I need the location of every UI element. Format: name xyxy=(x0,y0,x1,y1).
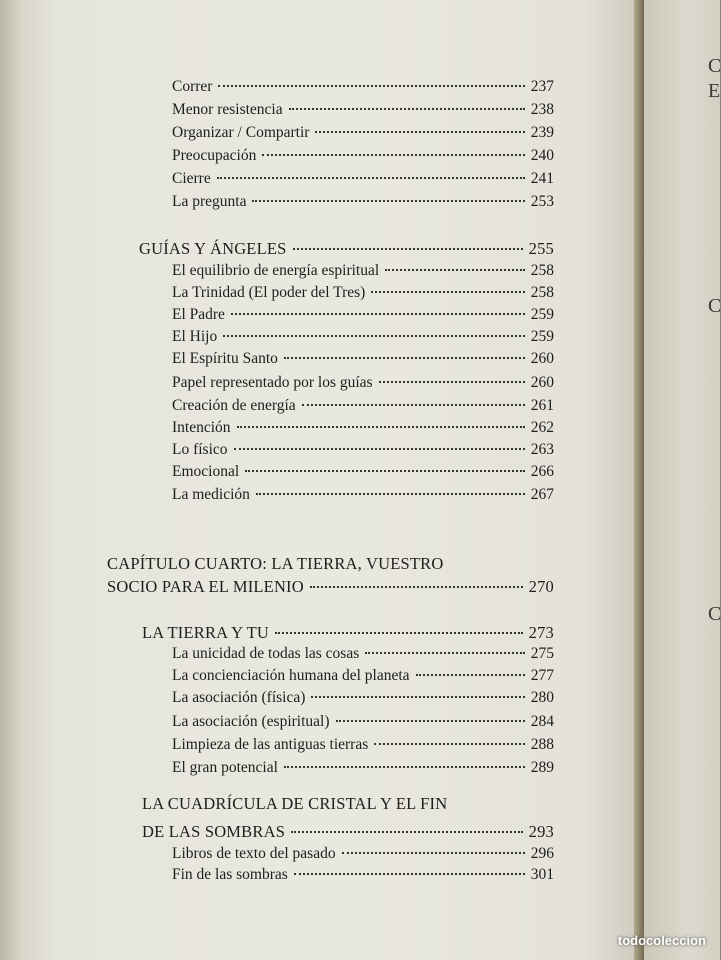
toc-section-heading: DE LAS SOMBRAS 293 xyxy=(142,822,554,841)
toc-entry: El Hijo 259 xyxy=(172,328,554,345)
toc-entry: La pregunta 253 xyxy=(172,193,554,210)
toc-entry: Libros de texto del pasado 296 xyxy=(172,845,554,862)
toc-entry: Emocional 266 xyxy=(172,463,554,480)
toc-entry: Creación de energía 261 xyxy=(172,397,554,414)
toc-entry: La asociación (física) 280 xyxy=(172,689,554,706)
toc-entry: La concienciación humana del planeta 277 xyxy=(172,667,554,684)
toc-entry: Preocupación 240 xyxy=(172,147,554,164)
toc-section-heading: GUÍAS Y ÁNGELES 255 xyxy=(139,239,554,258)
toc-entry: Organizar / Compartir 239 xyxy=(172,124,554,141)
toc-entry: La Trinidad (El poder del Tres) 258 xyxy=(172,284,554,301)
toc-entry: La asociación (espiritual) 284 xyxy=(172,713,554,730)
toc-entry: Menor resistencia 238 xyxy=(172,101,554,118)
facing-page-letter: C xyxy=(708,295,721,317)
toc-entry: El equilibrio de energía espiritual 258 xyxy=(172,262,554,279)
toc-entry: La unicidad de todas las cosas 275 xyxy=(172,645,554,662)
facing-page-letter: C xyxy=(708,603,721,625)
toc-section-heading: LA TIERRA Y TU 273 xyxy=(142,623,554,642)
watermark: todocoleccion xyxy=(617,933,706,948)
book-spine xyxy=(634,0,644,960)
toc-entry: El Padre 259 xyxy=(172,306,554,323)
facing-page-letter: E xyxy=(708,80,721,102)
facing-page-letter: C xyxy=(708,55,721,77)
toc-entry: Intención 262 xyxy=(172,419,554,436)
toc-entry: Cierre 241 xyxy=(172,170,554,187)
facing-page xyxy=(644,0,720,960)
section-heading-line: LA CUADRÍCULA DE CRISTAL Y EL FIN xyxy=(142,794,448,813)
toc-entry: Lo físico 263 xyxy=(172,441,554,458)
toc-entry: Fin de las sombras 301 xyxy=(172,866,554,883)
chapter-title-line: CAPÍTULO CUARTO: LA TIERRA, VUESTRO xyxy=(107,554,444,573)
toc-entry: Correr 237 xyxy=(172,78,554,95)
toc-entry: Limpieza de las antiguas tierras 288 xyxy=(172,736,554,753)
toc-entry: El gran potencial 289 xyxy=(172,759,554,776)
toc-entry: Papel representado por los guías 260 xyxy=(172,374,554,391)
book-left-edge xyxy=(0,0,22,960)
chapter-title-entry: SOCIO PARA EL MILENIO 270 xyxy=(107,577,554,596)
toc-entry: La medición 267 xyxy=(172,486,554,503)
toc-entry: El Espíritu Santo 260 xyxy=(172,350,554,367)
